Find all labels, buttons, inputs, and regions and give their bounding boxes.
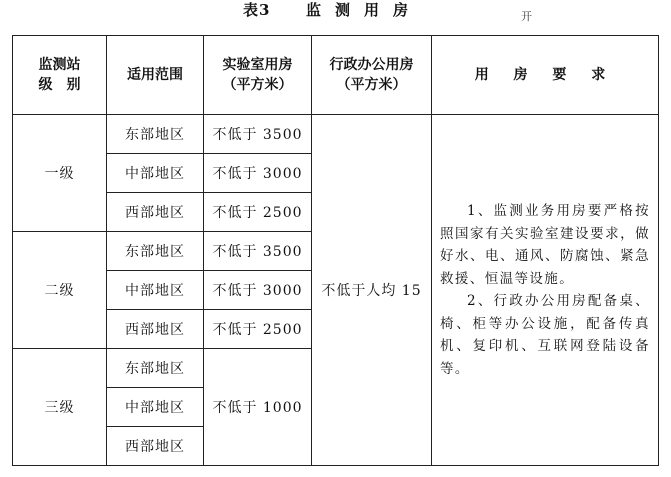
level-cell: 三级 bbox=[13, 349, 107, 466]
header-region: 适用范围 bbox=[107, 36, 204, 115]
lab-cell: 不低于 3500 bbox=[204, 232, 312, 271]
corner-text: 开 bbox=[521, 10, 532, 23]
requirement-1: 1、监测业务用房要严格按照国家有关实验室建设要求，做好水、电、通风、防腐蚀、紧急救援、恒温等设施。 bbox=[440, 203, 650, 287]
header-level: 监测站 级 别 bbox=[13, 36, 107, 115]
lab-cell: 不低于 3500 bbox=[204, 115, 312, 154]
lab-cell: 不低于 2500 bbox=[204, 193, 312, 232]
requirements-cell bbox=[432, 115, 659, 466]
header-row bbox=[13, 36, 659, 115]
table-number: 表3 bbox=[243, 1, 271, 19]
level-cell: 一级 bbox=[13, 115, 107, 232]
office-cell: 不低于人均 15 bbox=[312, 115, 432, 466]
region-cell: 东部地区 bbox=[107, 232, 204, 271]
region-cell: 西部地区 bbox=[107, 427, 204, 466]
region-cell: 东部地区 bbox=[107, 349, 204, 388]
monitoring-housing-table bbox=[12, 35, 659, 466]
region-cell: 中部地区 bbox=[107, 271, 204, 310]
region-cell: 东部地区 bbox=[107, 115, 204, 154]
table-title bbox=[0, 0, 671, 24]
lab-cell: 不低于 3000 bbox=[204, 154, 312, 193]
lab-cell: 不低于 3000 bbox=[204, 271, 312, 310]
header-lab: 实验室用房 （平方米） bbox=[204, 36, 312, 115]
region-cell: 中部地区 bbox=[107, 154, 204, 193]
header-office: 行政办公用房 （平方米） bbox=[312, 36, 432, 115]
header-requirements: 用 房 要 求 bbox=[432, 36, 659, 115]
table-row bbox=[13, 115, 659, 154]
lab-cell: 不低于 1000 bbox=[204, 349, 312, 466]
level-cell: 二级 bbox=[13, 232, 107, 349]
lab-cell: 不低于 2500 bbox=[204, 310, 312, 349]
requirement-2: 2、行政办公用房配备桌、椅、柜等办公设施，配备传真机、复印机、互联网登陆设备等。 bbox=[440, 293, 650, 377]
region-cell: 西部地区 bbox=[107, 193, 204, 232]
region-cell: 中部地区 bbox=[107, 388, 204, 427]
table-name: 监测用房 bbox=[306, 1, 423, 19]
region-cell: 西部地区 bbox=[107, 310, 204, 349]
